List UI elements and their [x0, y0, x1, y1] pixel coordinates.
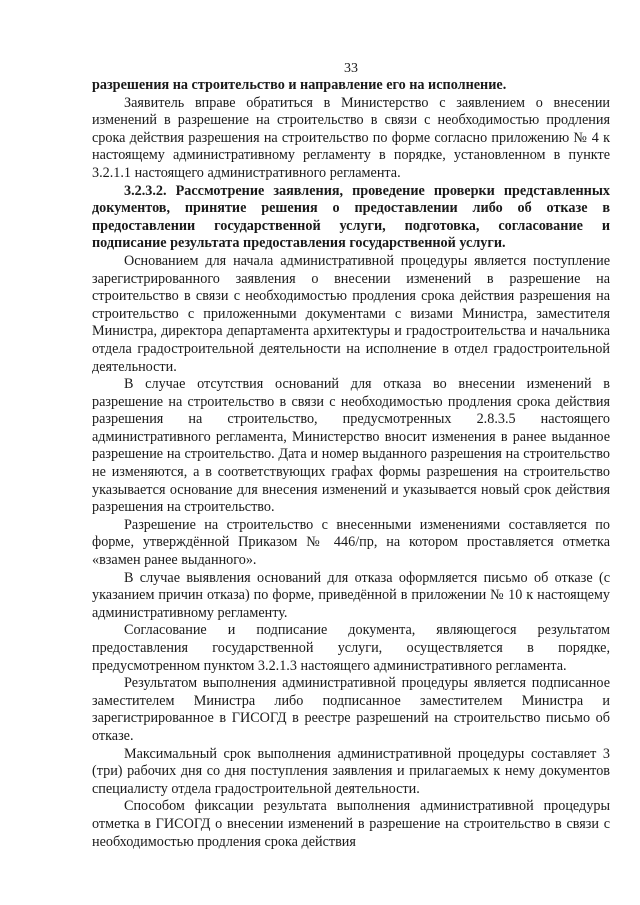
paragraph-procedure-basis: Основанием для начала административной процедуры является поступление зарегистрированного заявления о внесении изменений в разрешение на строительство в связи с необходимостью продления срока действия разрешения на строительство с приложенными документами с визами Министра, заместителя Министра, директора департамента архитектуры и градостроительства и начальника отдела градостроительной деятельности на исполнение в отдел градостроительной деятельности.: [92, 252, 610, 375]
document-body: [92, 77, 610, 851]
paragraph-refusal-letter: В случае выявления оснований для отказа оформляется письмо об отказе (с указанием причин отказа) по форме, приведённой в приложении № 10 к настоящему административному регламенту.: [92, 569, 610, 621]
paragraph-no-refusal-grounds: В случае отсутствия оснований для отказа во внесении изменений в разрешение на строительство в связи с необходимостью продления срока действия разрешения на строительство, предусмотренных 2.8.3.5 настоящего административного регламента, Министерство вносит изменения в ранее выданное разрешение на строительство. Дата и номер выданного разрешения на строительство не изменяются, а в соответствующих графах формы разрешения на строительство указывается основание для внесения изменений и указывается новый срок действия разрешения на строительство.: [92, 376, 610, 516]
paragraph-heading-continuation: разрешения на строительство и направление его на исполнение.: [92, 77, 507, 93]
paragraph-approval-signing: Согласование и подписание документа, являющегося результатом предоставления государственной услуги, осуществляется в порядке, предусмотренном пунктом 3.2.1.3 настоящего административного регламента.: [92, 622, 610, 674]
paragraph-fixation-method: Способом фиксации результата выполнения административной процедуры отметка в ГИСОГД о внесении изменений в разрешение на строительство в связи с необходимостью продления срока действия: [92, 798, 610, 850]
paragraph-maximum-term: Максимальный срок выполнения административной процедуры составляет 3 (три) рабочих дня со дня поступления заявления и прилагаемых к нему документов специалисту отдела градостроительной деятельности.: [92, 745, 610, 797]
paragraph-procedure-result: Результатом выполнения административной процедуры является подписанное заместителем Министра либо подписанное заместителем Министра и зарегистрированное в ГИСОГД в реестре разрешений на строительство письмо об отказе.: [92, 675, 610, 744]
paragraph-applicant-right: Заявитель вправе обратиться в Министерство с заявлением о внесении изменений в разрешение на строительство в связи с необходимостью продления срока действия разрешения на строительство по форме согласно приложению № 4 к настоящему административному регламенту в порядке, установленном в пункте 3.2.1.1 настоящего административного регламента.: [92, 94, 610, 181]
section-heading-3-2-3-2: 3.2.3.2. Рассмотрение заявления, проведение проверки представленных документов, принятие решения о предоставлении либо об отказе в предоставлении государственной услуги, подготовка, согласование и подписание результата предоставления государственной услуги.: [92, 182, 610, 252]
paragraph-amended-permit-form: Разрешение на строительство с внесенными изменениями составляется по форме, утверждённой Приказом № 446/пр, на котором проставляется отметка «взамен ранее выданного».: [92, 516, 610, 569]
page-number: 33: [344, 61, 358, 76]
